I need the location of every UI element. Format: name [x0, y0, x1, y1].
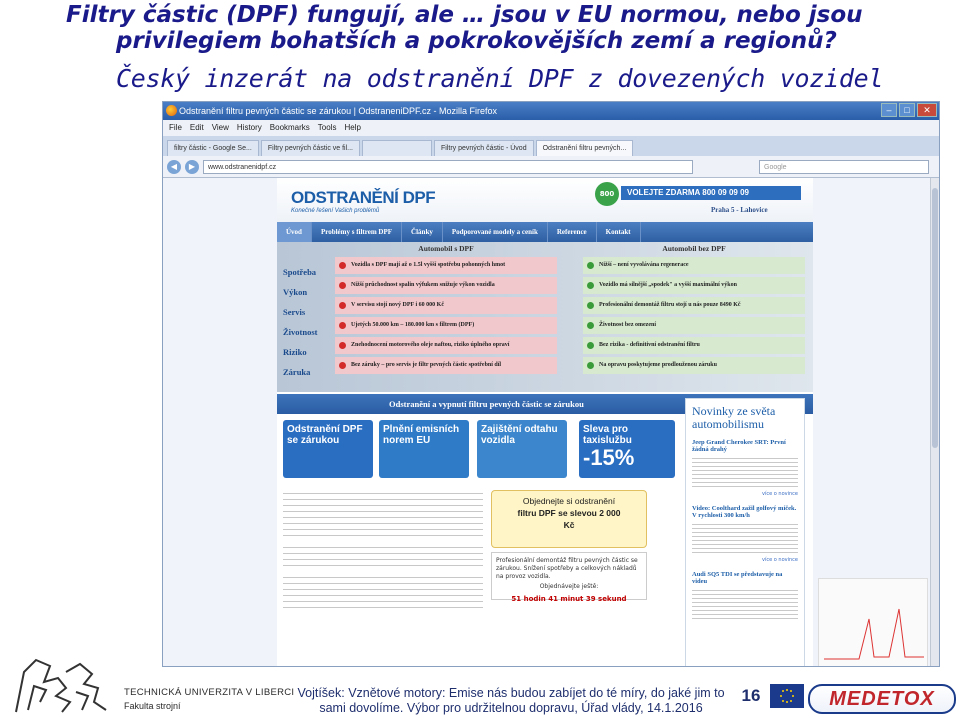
news-more-link[interactable]: více o novince	[762, 557, 798, 563]
menu-view[interactable]: View	[211, 123, 229, 132]
news-heading: Novinky ze světa automobilismu	[692, 404, 776, 431]
without-dpf-row: Nižší – není vyvolávána regenerace	[583, 257, 805, 274]
countdown-value: 51 hodin 41 minut 39 sekund	[511, 595, 627, 603]
with-dpf-row: Vozidla s DPF mají až o 1.5l vyšší spotřebu pohonných hmot	[335, 257, 557, 274]
without-dpf-heading: Automobil bez DPF	[662, 244, 726, 253]
order-line2: filtru DPF se slevou 2 000	[517, 508, 621, 518]
slide-title	[0, 2, 960, 54]
promo-label: Zajištění odtahu vozidla	[481, 424, 558, 446]
news-body	[692, 455, 798, 489]
site-tagline: Konečné řešení Vašich problémů	[291, 208, 380, 214]
news-panel	[685, 398, 805, 667]
tab-filtry-uvod[interactable]: Filtry pevných částic - Úvod	[434, 140, 534, 156]
without-dpf-row: Vozidlo má silnější „spodek" a vyšší maximální výkon	[583, 277, 805, 294]
text-paragraph	[283, 488, 483, 536]
text-paragraph	[283, 572, 483, 612]
with-dpf-row: Nižší průchodnost spalin výfukem snižuje výkon vozidla	[335, 277, 557, 294]
without-dpf-row: Na opravu poskytujeme prodlouženou záruku	[583, 357, 805, 374]
maximize-button[interactable]: □	[899, 103, 915, 117]
tab-odstraneni[interactable]: Odstranění filtru pevných...	[536, 140, 634, 156]
promo-label: Sleva pro taxislužbu	[583, 424, 632, 446]
menu-bar	[163, 120, 939, 136]
side-item-zivotnost[interactable]: Životnost	[283, 327, 318, 337]
countdown-box	[491, 552, 647, 603]
countdown-text: Profesionální demontáž filtru pevných částic se zárukou. Snížení spotřeby a celkových nákladů na provoz vozidla.	[496, 557, 638, 580]
free-call-badge: 800	[595, 182, 619, 206]
close-button[interactable]: ✕	[917, 103, 937, 117]
without-dpf-row: Profesionální demontáž filtru stojí u nás pouze 8490 Kč	[583, 297, 805, 314]
back-icon[interactable]: ◀	[167, 160, 181, 174]
university-name: TECHNICKÁ UNIVERZITA V LIBERCI	[124, 687, 295, 698]
order-line1: Objednejte si odstranění	[522, 496, 616, 506]
firefox-icon	[166, 105, 177, 116]
forward-icon[interactable]: ▶	[185, 160, 199, 174]
news-title[interactable]: Audi SQ5 TDI se představuje na videu	[692, 571, 783, 585]
eu-flag-icon	[770, 684, 804, 708]
order-line3: Kč	[563, 520, 575, 530]
site-nav	[277, 222, 813, 242]
faculty-name: Fakulta strojní	[124, 701, 181, 711]
nav-uvod[interactable]: Úvod	[277, 222, 312, 242]
news-body	[692, 587, 798, 621]
discount-value: -15%	[583, 445, 635, 470]
side-menu	[283, 262, 317, 382]
side-item-vykon[interactable]: Výkon	[283, 287, 308, 297]
nav-reference[interactable]: Reference	[548, 222, 597, 242]
footer-line2: sami dovolíme. Výbor pro udržitelnou dopravu, Úřad vlády, 14.1.2016	[319, 701, 703, 715]
article-text	[283, 488, 483, 618]
footer-citation	[296, 686, 726, 716]
side-item-riziko[interactable]: Riziko	[283, 347, 307, 357]
site-logo[interactable]: ODSTRANĚNÍ DPF	[291, 188, 436, 207]
with-dpf-row: V servisu stojí nový DPF i 60 000 Kč	[335, 297, 557, 314]
background-chart-thumbnail	[818, 578, 928, 667]
news-item[interactable]	[692, 439, 798, 497]
with-dpf-column	[335, 244, 557, 377]
promo-label: Plnění emisních norem EU	[383, 424, 460, 446]
promo-odtah[interactable]	[477, 420, 567, 478]
menu-bookmarks[interactable]: Bookmarks	[269, 123, 310, 132]
tab-filtry[interactable]: Filtry pevných částic ve fil...	[261, 140, 360, 156]
menu-file[interactable]: File	[169, 123, 182, 132]
location-text: Praha 5 - Lahovice	[711, 206, 768, 214]
website	[277, 178, 813, 667]
with-dpf-row: Ujetých 50.000 km – 180.000 km s filtrem (DPF)	[335, 317, 557, 334]
nav-clanky[interactable]: Články	[402, 222, 443, 242]
with-dpf-row: Bez záruky – pro servis je filtr pevných částic spotřební díl	[335, 357, 557, 374]
tab-blank[interactable]	[362, 140, 432, 156]
spike-chart-icon	[819, 579, 929, 667]
comparison-hero	[277, 242, 813, 392]
scrollbar-thumb[interactable]	[932, 188, 938, 448]
menu-edit[interactable]: Edit	[189, 123, 204, 132]
window-title: Odstranění filtru pevných částic se zárukou | OdstraneniDPF.cz - Mozilla Firefox	[179, 106, 497, 116]
nav-modely[interactable]: Podporované modely a ceník	[443, 222, 548, 242]
side-item-spotreba[interactable]: Spotřeba	[283, 267, 317, 277]
call-banner[interactable]: VOLEJTE ZDARMA 800 09 09 09	[621, 186, 801, 200]
promo-label: Odstranění DPF se zárukou	[287, 424, 363, 446]
news-item[interactable]	[692, 571, 798, 621]
side-item-zaruka[interactable]: Záruka	[283, 367, 311, 377]
slide-title-line1: Filtry částic (DPF) fungují, ale … jsou v EU normou, nebo jsou	[66, 2, 863, 28]
promo-normy[interactable]	[379, 420, 469, 478]
slide-subtitle: Český inzerát na odstranění DPF z dovezených vozidel	[116, 64, 884, 93]
with-dpf-heading: Automobil s DPF	[418, 244, 474, 253]
page-number: 16	[741, 686, 761, 705]
news-body	[692, 521, 798, 555]
without-dpf-row: Životnost bez omezení	[583, 317, 805, 334]
text-paragraph	[283, 542, 483, 566]
without-dpf-row: Bez rizika - definitivní odstranění filtru	[583, 337, 805, 354]
promo-odstraneni[interactable]	[283, 420, 373, 478]
footer-line1: Vojtíšek: Vznětové motory: Emise nás budou zabíjet do té míry, do jaké jim to	[297, 686, 725, 700]
news-more-link[interactable]: více o novince	[762, 491, 798, 497]
tab-google[interactable]: filtry částic - Google Se...	[167, 140, 259, 156]
navigation-bar	[163, 156, 939, 178]
medetox-logo: MEDETOX	[808, 684, 956, 714]
section-heading: Odstranění a vypnutí filtru pevných částic se zárukou	[277, 394, 813, 414]
nav-kontakt[interactable]: Kontakt	[597, 222, 641, 242]
browser-window	[162, 101, 940, 667]
side-item-servis[interactable]: Servis	[283, 307, 306, 317]
minimize-button[interactable]: –	[881, 103, 897, 117]
slide-title-line2: privilegiem bohatších a pokrokovějších zemí a regionů?	[116, 28, 837, 54]
menu-tools[interactable]: Tools	[317, 123, 337, 132]
news-item[interactable]	[692, 505, 798, 563]
page-viewport	[163, 178, 940, 667]
without-dpf-column	[583, 244, 805, 377]
with-dpf-row: Znehodnocení motorového oleje naftou, riziko úplného opraví	[335, 337, 557, 354]
promo-row	[277, 414, 697, 484]
nav-problemy[interactable]: Problémy s filtrem DPF	[312, 222, 402, 242]
promo-taxi[interactable]	[579, 420, 675, 478]
countdown-label: Objednávejte ještě:	[539, 583, 599, 590]
tab-bar	[163, 136, 939, 156]
order-discount-box[interactable]	[491, 490, 647, 548]
menu-history[interactable]: History	[236, 123, 262, 132]
news-title[interactable]: Jeep Grand Cherokee SRT: První žádná drahý	[692, 439, 786, 453]
university-lion-logo	[6, 652, 114, 716]
site-header	[277, 178, 813, 248]
news-title[interactable]: Video: Coolthard zažil golfový míček. V rychlosti 300 km/h	[692, 505, 797, 519]
search-input[interactable]: Google	[759, 160, 929, 174]
menu-help[interactable]: Help	[344, 123, 361, 132]
browser-titlebar	[163, 102, 939, 120]
scrollbar[interactable]	[930, 178, 939, 667]
address-bar[interactable]: www.odstranenidpf.cz	[203, 160, 693, 174]
